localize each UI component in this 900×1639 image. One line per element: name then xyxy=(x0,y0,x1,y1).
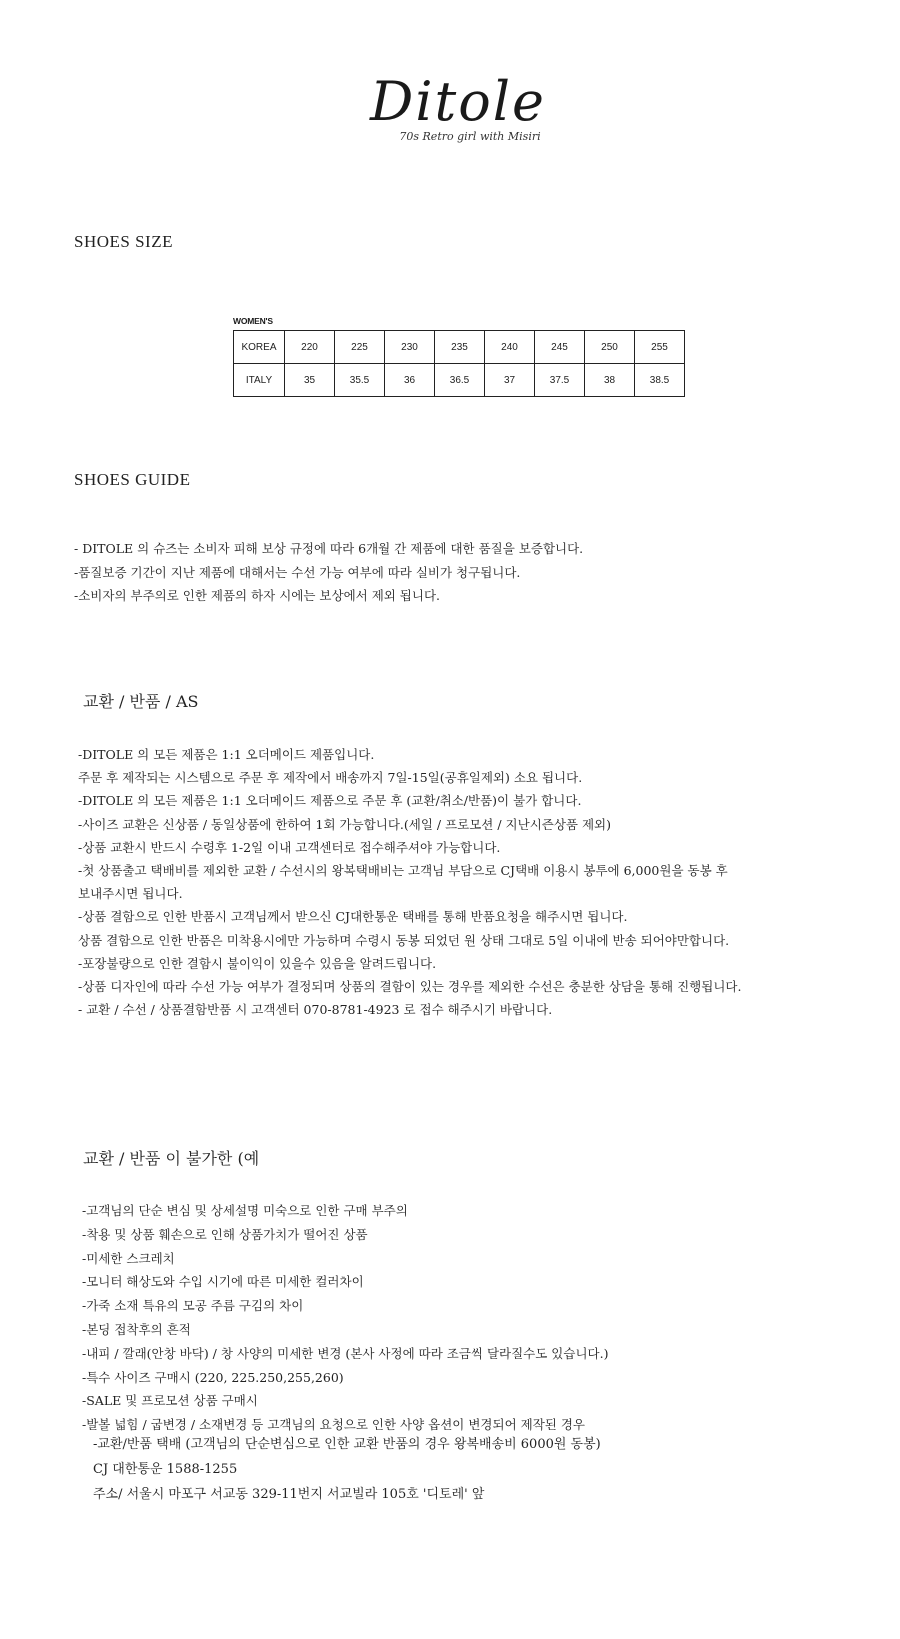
list-item: -상품 디자인에 따라 수선 가능 여부가 결정되며 상품의 결함이 있는 경우를 제외한 수선은 충분한 상담을 통해 진행됩니다. xyxy=(78,979,742,995)
not-allowed-section-title: 교환 / 반품 이 불가한 (예 xyxy=(83,1149,260,1168)
size-cell: 225 xyxy=(335,331,385,364)
list-item: -SALE 및 프로모션 상품 구매시 xyxy=(82,1393,258,1409)
size-row-italy xyxy=(234,364,685,397)
size-cell: 37 xyxy=(485,364,535,397)
size-cell: 38.5 xyxy=(635,364,685,397)
list-item: -모니터 해상도와 수입 시기에 따른 미세한 컬러차이 xyxy=(82,1274,364,1290)
return-contact-info xyxy=(93,1432,601,1507)
return-shipping-note: -교환/반품 택배 (고객님의 단순변심으로 인한 교환 반품의 경우 왕복배송비 6000원 동봉) xyxy=(93,1437,601,1452)
logo-wordmark: Ditole xyxy=(369,70,546,133)
list-item: -DITOLE 의 모든 제품은 1:1 오더메이드 제품입니다. xyxy=(78,747,375,762)
size-table-caption: WOMEN'S xyxy=(233,316,273,326)
size-cell: 230 xyxy=(385,331,435,364)
size-row-korea xyxy=(234,331,685,364)
list-item: -포장불량으로 인한 결함시 불이익이 있을수 있음을 알려드립니다. xyxy=(78,955,437,971)
list-item: 보내주시면 됩니다. xyxy=(78,886,183,902)
size-row-label: KOREA xyxy=(234,331,285,364)
list-item: -특수 사이즈 구매시 (220, 225.250,255,260) xyxy=(82,1369,344,1385)
size-cell: 35 xyxy=(285,364,335,397)
list-item: -DITOLE 의 모든 제품은 1:1 오더메이드 제품으로 주문 후 (교환/취소/반품)이 불가 합니다. xyxy=(78,793,582,809)
list-item: -상품 교환시 반드시 수령후 1-2일 이내 고객센터로 접수해주셔야 가능합니다. xyxy=(78,839,501,855)
size-cell: 250 xyxy=(585,331,635,364)
list-item: - 교환 / 수선 / 상품결함반품 시 고객센터 070-8781-4923 로 접수 해주시기 바랍니다. xyxy=(78,1002,553,1018)
logo-tagline: 70s Retro girl with Misiri xyxy=(399,130,541,143)
exchange-policy-list xyxy=(78,743,741,1021)
not-allowed-list xyxy=(82,1199,608,1437)
brand-logo xyxy=(0,72,900,143)
size-table xyxy=(233,330,685,397)
list-item: - DITOLE 의 슈즈는 소비자 피해 보상 규정에 따라 6개월 간 제품에 대한 품질을 보증합니다. xyxy=(74,541,584,556)
size-cell: 255 xyxy=(635,331,685,364)
size-cell: 235 xyxy=(435,331,485,364)
list-item: -착용 및 상품 훼손으로 인해 상품가치가 떨어진 상품 xyxy=(82,1226,368,1242)
list-item: -품질보증 기간이 지난 제품에 대해서는 수선 가능 여부에 따라 실비가 청구됩니다. xyxy=(74,564,521,580)
size-cell: 240 xyxy=(485,331,535,364)
exchange-section-title: 교환 / 반품 / AS xyxy=(83,692,199,711)
list-item: 상품 결함으로 인한 반품은 미착용시에만 가능하며 수령시 동봉 되었던 원 상태 그대로 5일 이내에 반송 되어야만합니다. xyxy=(78,932,730,948)
size-cell: 38 xyxy=(585,364,635,397)
size-cell: 35.5 xyxy=(335,364,385,397)
list-item: -발볼 넓힘 / 굽변경 / 소재변경 등 고객님의 요청으로 인한 사양 옵션이 변경되어 제작된 경우 xyxy=(82,1417,585,1433)
shoes-guide-title: SHOES GUIDE xyxy=(74,470,191,489)
shoes-size-title: SHOES SIZE xyxy=(74,232,173,251)
list-item: -미세한 스크레치 xyxy=(82,1250,175,1266)
size-chart xyxy=(233,316,685,397)
list-item: -고객님의 단순 변심 및 상세설명 미숙으로 인한 구매 부주의 xyxy=(82,1203,408,1218)
size-cell: 220 xyxy=(285,331,335,364)
size-cell: 37.5 xyxy=(535,364,585,397)
size-cell: 36.5 xyxy=(435,364,485,397)
list-item: 주문 후 제작되는 시스템으로 주문 후 제작에서 배송까지 7일-15일(공휴일제외) 소요 됩니다. xyxy=(78,770,583,786)
size-cell: 245 xyxy=(535,331,585,364)
size-row-label: ITALY xyxy=(234,364,285,397)
list-item: -가죽 소재 특유의 모공 주름 구김의 차이 xyxy=(82,1298,304,1314)
list-item: -첫 상품출고 택배비를 제외한 교환 / 수선시의 왕복택배비는 고객님 부담으로 CJ택배 이용시 봉투에 6,000원을 동봉 후 xyxy=(78,863,728,879)
courier-phone: CJ 대한통운 1588-1255 xyxy=(93,1462,238,1477)
list-item: -사이즈 교환은 신상품 / 동일상품에 한하여 1회 가능합니다.(세일 / 프로모션 / 지난시즌상품 제외) xyxy=(78,816,611,832)
shoes-guide-list xyxy=(74,537,583,608)
size-cell: 36 xyxy=(385,364,435,397)
list-item: -본딩 접착후의 흔적 xyxy=(82,1321,191,1337)
list-item: -상품 결함으로 인한 반품시 고객님께서 받으신 CJ대한통운 택배를 통해 반품요청을 해주시면 됩니다. xyxy=(78,909,628,925)
return-address: 주소/ 서울시 마포구 서교동 329-11번지 서교빌라 105호 '디토레' 앞 xyxy=(93,1487,485,1502)
list-item: -내피 / 깔래(안창 바닥) / 창 사양의 미세한 변경 (본사 사정에 따라 조금씩 달라질수도 있습니다.) xyxy=(82,1345,609,1361)
list-item: -소비자의 부주의로 인한 제품의 하자 시에는 보상에서 제외 됩니다. xyxy=(74,588,441,603)
